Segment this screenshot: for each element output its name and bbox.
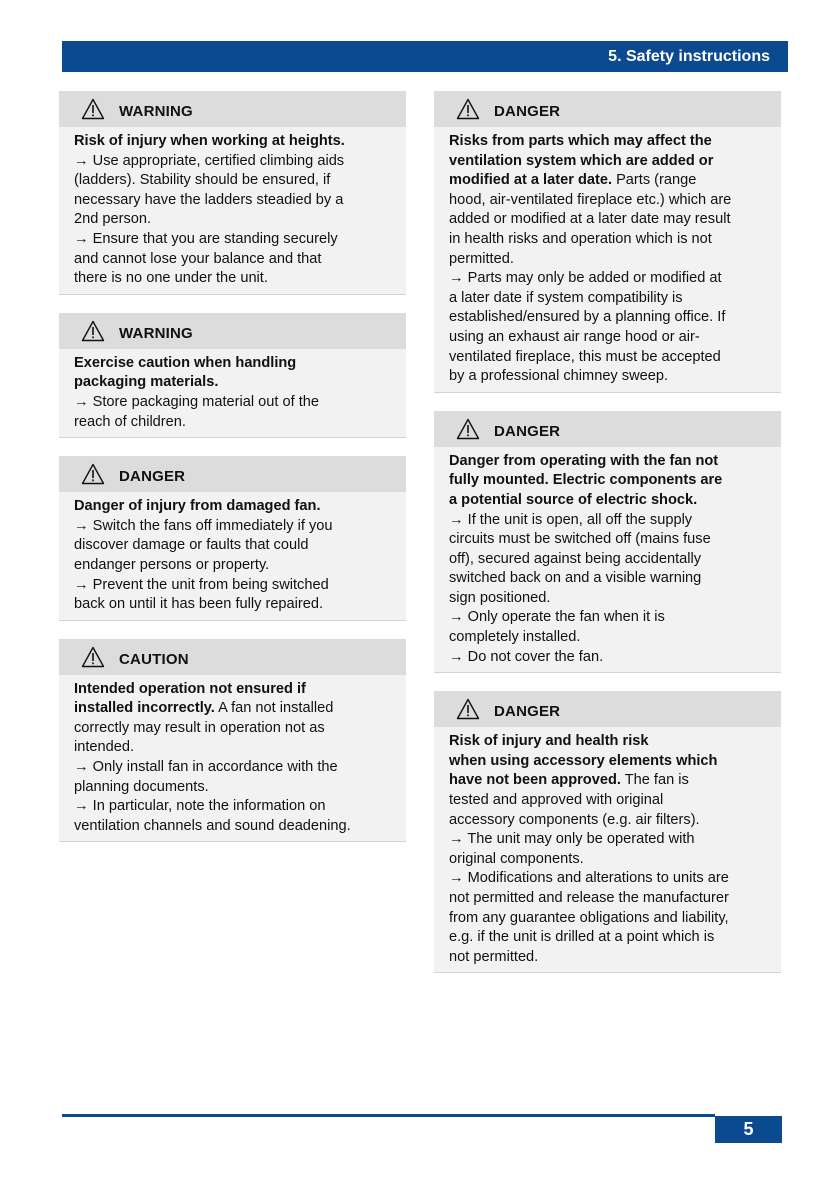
safety-box-text (434, 447, 781, 673)
warning-triangle-icon (81, 646, 105, 668)
header-bar (62, 41, 788, 72)
warning-triangle-icon (81, 98, 105, 120)
warning-triangle-icon (456, 98, 480, 120)
safety-box-text (434, 127, 781, 392)
safety-box (434, 91, 781, 393)
safety-box (59, 456, 406, 621)
footer-line (62, 1114, 715, 1117)
left-column (59, 91, 406, 860)
safety-box-text (434, 727, 781, 972)
hazard-instructions: The fan is tested and approved with original accessory components (e.g. air filters). → The unit may only be operated with original components. → Modifications and alterations to units are not permitted and release the manufacturer from any guarantee obligations and liability, e.g. if the unit is drilled at a point which is not permitted. (449, 772, 729, 965)
hazard-statement: Exercise caution when handling packaging materials. (74, 354, 297, 391)
safety-box-text (59, 675, 406, 842)
hazard-level-label: DANGER (119, 468, 186, 486)
hazard-instructions: A fan not installed correctly may result in operation not as intended. → Only install fan in accordance with the planning documents. → In particular, note the information on ventilation channels and sound deadening. (74, 700, 351, 834)
hazard-statement: Danger of injury from damaged fan. (74, 498, 321, 515)
hazard-level-label: CAUTION (119, 650, 189, 668)
page-number: 5 (715, 1116, 782, 1143)
right-column (434, 91, 781, 991)
hazard-instructions: → Switch the fans off immediately if you discover damage or faults that could endanger persons or property. → Prevent the unit from being switched back on until it has been fully repaired. (74, 517, 333, 613)
warning-triangle-icon (81, 463, 105, 485)
safety-box-text (59, 492, 406, 620)
hazard-level-label: DANGER (494, 703, 561, 721)
hazard-statement: Risk of injury when working at heights. (74, 133, 345, 149)
safety-box (59, 91, 406, 295)
hazard-instructions: Parts (range hood, air-ventilated fireplace etc.) which are added or modified at a later date may result in health risks and operation which is not permitted. → Parts may only be added or modified at a later date if system compatibility is established/ensured by a planning office. If using an exhaust air range hood or air- ventilated fireplace, this must be accepted by a professional chimney sweep. (449, 172, 732, 385)
safety-box (434, 691, 781, 973)
safety-box-header (434, 691, 781, 727)
safety-box (434, 411, 781, 674)
warning-triangle-icon (456, 418, 480, 440)
safety-box (59, 639, 406, 843)
hazard-statement: Danger from operating with the fan not fully mounted. Electric components are a potential source of electric shock. (449, 452, 723, 508)
page-section-title: 5. Safety instructions (608, 48, 770, 65)
safety-box-header (59, 456, 406, 492)
hazard-level-label: WARNING (119, 103, 193, 120)
safety-box-header (59, 639, 406, 675)
hazard-statement: Intended operation not ensured if installed incorrectly. (74, 680, 306, 717)
safety-box-header (434, 411, 781, 447)
warning-triangle-icon (456, 698, 480, 720)
safety-box-header (59, 313, 406, 349)
hazard-instructions: → If the unit is open, all off the supply circuits must be switched off (mains fuse off), secured against being accidentally switched back on and a visible warning sign positioned. → Only operate the fan when it is completely installed. → Do not cover the fan. (449, 511, 711, 665)
hazard-statement: Risks from parts which may affect the ventilation system which are added or modified at a later date. (449, 133, 714, 189)
hazard-level-label: DANGER (494, 422, 561, 440)
warning-triangle-icon (81, 320, 105, 342)
hazard-instructions: → Use appropriate, certified climbing aids (ladders). Stability should be ensured, if necessary have the ladders steadied by a 2nd person. → Ensure that you are standing securely and cannot lose your balance and that there is no one under the unit. (74, 152, 345, 287)
safety-box-header (59, 91, 406, 127)
safety-box-header (434, 91, 781, 127)
safety-box (59, 313, 406, 438)
hazard-statement: Risk of injury and health risk when using accessory elements which have not been approved. (449, 733, 718, 789)
safety-box-text (59, 349, 406, 437)
hazard-instructions: → Store packaging material out of the reach of children. (74, 393, 319, 430)
hazard-level-label: DANGER (494, 103, 561, 120)
hazard-level-label: WARNING (119, 324, 193, 342)
safety-box-text (59, 127, 406, 294)
